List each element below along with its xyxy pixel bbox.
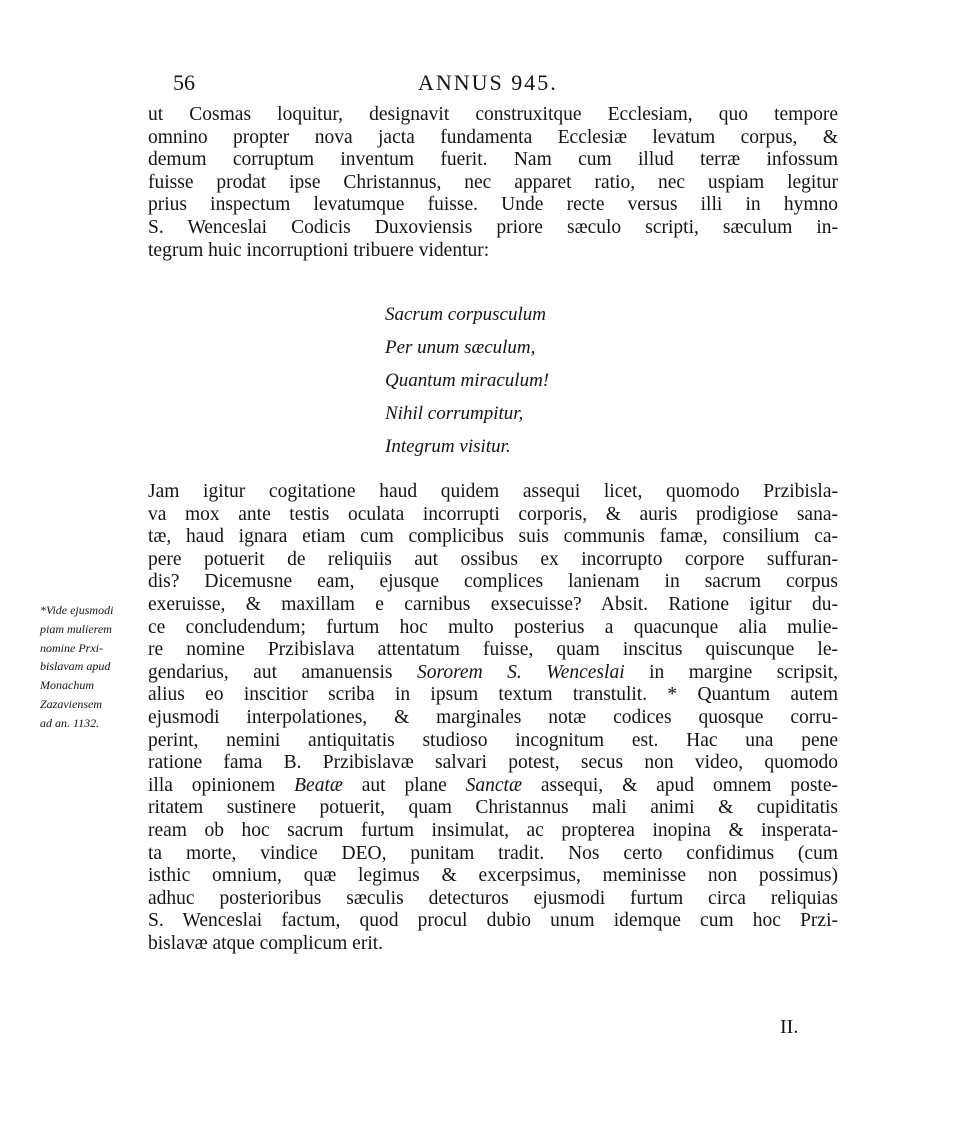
text-run: ream ob hoc sacrum furtum insimulat, ac propterea inopina & insperata- (148, 819, 838, 841)
verse-line: Nihil corrumpitur, (385, 403, 524, 424)
text-line (148, 730, 838, 753)
text-run: Jam igitur cogitatione haud quidem assequi licet, quomodo Przibisla- (148, 481, 838, 502)
italic-phrase: Sanctæ (465, 774, 522, 796)
margin-note-line: *Vide ejusmodi (40, 603, 114, 617)
text-run: gendarius, aut amanuensis (148, 661, 417, 683)
text-line (148, 617, 838, 640)
text-run: ce concludendum; furtum hoc multo posterius a quacunque alia mulie- (148, 616, 838, 638)
text-line (148, 888, 838, 911)
text-line: S. Wenceslai Codicis Duxoviensis priore sæculo scripti, sæculum in- (148, 216, 838, 238)
text-run: illa opinionem (148, 774, 295, 796)
paragraph-2 (148, 481, 838, 955)
text-run: ratione fama B. Przibislavæ salvari potest, secus non video, quomodo (148, 752, 838, 774)
text-run: tæ, haud ignara etiam cum complicibus suis communis famæ, consilium ca- (148, 526, 838, 548)
hymn-verse (385, 298, 549, 463)
text-line (148, 526, 838, 549)
text-run: perint, nemini antiquitatis studioso incognitum est. Hac una pene (148, 729, 838, 751)
text-line (148, 707, 838, 730)
text-line (148, 775, 838, 798)
verse-line: Per unum sæculum, (385, 337, 536, 358)
text-run: assequi, & apud omnem poste- (521, 774, 838, 796)
verse-line: Integrum visitur. (385, 436, 511, 457)
text-line (148, 865, 838, 888)
margin-note (40, 601, 152, 733)
text-line (148, 933, 838, 956)
text-run: va mox ante testis oculata incorrupti corporis, & auris prodigiose sana- (148, 503, 838, 525)
text-line: tegrum huic incorruptioni tribuere videntur: (148, 239, 490, 261)
text-line: ut Cosmas loquitur, designavit construxitque Ecclesiam, quo tempore (148, 104, 838, 125)
catchword: II. (780, 1016, 799, 1038)
margin-note-line: piam mulierem (40, 621, 112, 636)
margin-note-line: nomine Prxi- (40, 640, 103, 655)
text-line: omnino propter nova jacta fundamenta Ecclesiæ levatum corpus, & (148, 126, 838, 148)
text-run: ritatem sustinere potuerit, quam Christannus mali animi & cupiditatis (148, 797, 838, 819)
text-line (148, 549, 838, 572)
text-line (148, 910, 838, 933)
margin-note-line: bislavam apud (40, 659, 111, 674)
margin-note-line: Zazaviensem (40, 696, 102, 711)
text-run: adhuc posterioribus sæculis detecturos ejusmodi furtum circa reliquias (148, 887, 838, 909)
page-number: 56 (173, 70, 195, 95)
text-run: in margine scripsit, (624, 661, 838, 683)
text-run: aut plane (342, 774, 466, 796)
text-run: bislavæ atque complicum erit. (148, 932, 384, 954)
verse-line: Quantum miraculum! (385, 370, 550, 391)
text-run: alius eo inscitior scriba in ipsum textum transtulit. * Quantum autem (148, 684, 838, 706)
paragraph-1 (148, 104, 838, 262)
text-line (148, 662, 838, 685)
text-run: dis? Dicemusne eam, ejusque complices lanienam in sacrum corpus (148, 571, 838, 593)
text-run: isthic omnium, quæ legimus & excerpsimus, meminisse non possimus) (148, 865, 838, 887)
italic-phrase: Beatæ (294, 774, 343, 796)
text-run: exeruisse, & maxillam e carnibus exsecuisse? Absit. Ratione igitur du- (148, 593, 838, 615)
text-line (148, 639, 838, 662)
text-line (148, 594, 838, 617)
text-line: fuisse prodat ipse Christannus, nec apparet ratio, nec uspiam legitur (148, 171, 838, 193)
text-line (148, 843, 838, 866)
text-run: S. Wenceslai factum, quod procul dubio unum idemque cum hoc Przi- (148, 910, 838, 932)
text-run: ta morte, vindice DEO, punitam tradit. Nos certo confidimus (cum (148, 842, 838, 864)
text-line (148, 820, 838, 843)
text-run: ejusmodi interpolationes, & marginales notæ codices quosque corru- (148, 706, 838, 728)
running-title: ANNUS 945. (418, 70, 558, 95)
text-line: prius inspectum levatumque fuisse. Unde recte versus illi in hymno (148, 194, 838, 216)
text-line (148, 797, 838, 820)
text-line (148, 571, 838, 594)
text-line (148, 684, 838, 707)
margin-note-line: ad an. 1132. (40, 715, 100, 730)
text-run: pere potuerit de reliquiis aut ossibus ex incorrupto corpore suffuran- (148, 548, 838, 570)
verse-line: Sacrum corpusculum (385, 304, 546, 325)
italic-phrase: Sororem S. Wenceslai (416, 661, 625, 683)
text-line (148, 752, 838, 775)
margin-note-line: Monachum (40, 678, 94, 693)
text-line: demum corruptum inventum fuerit. Nam cum illud terræ infossum (148, 149, 838, 171)
text-line (148, 504, 838, 527)
text-run: re nomine Przibislava attentatum fuisse, quam inscitus quiscunque le- (148, 639, 838, 661)
text-line (148, 481, 838, 504)
